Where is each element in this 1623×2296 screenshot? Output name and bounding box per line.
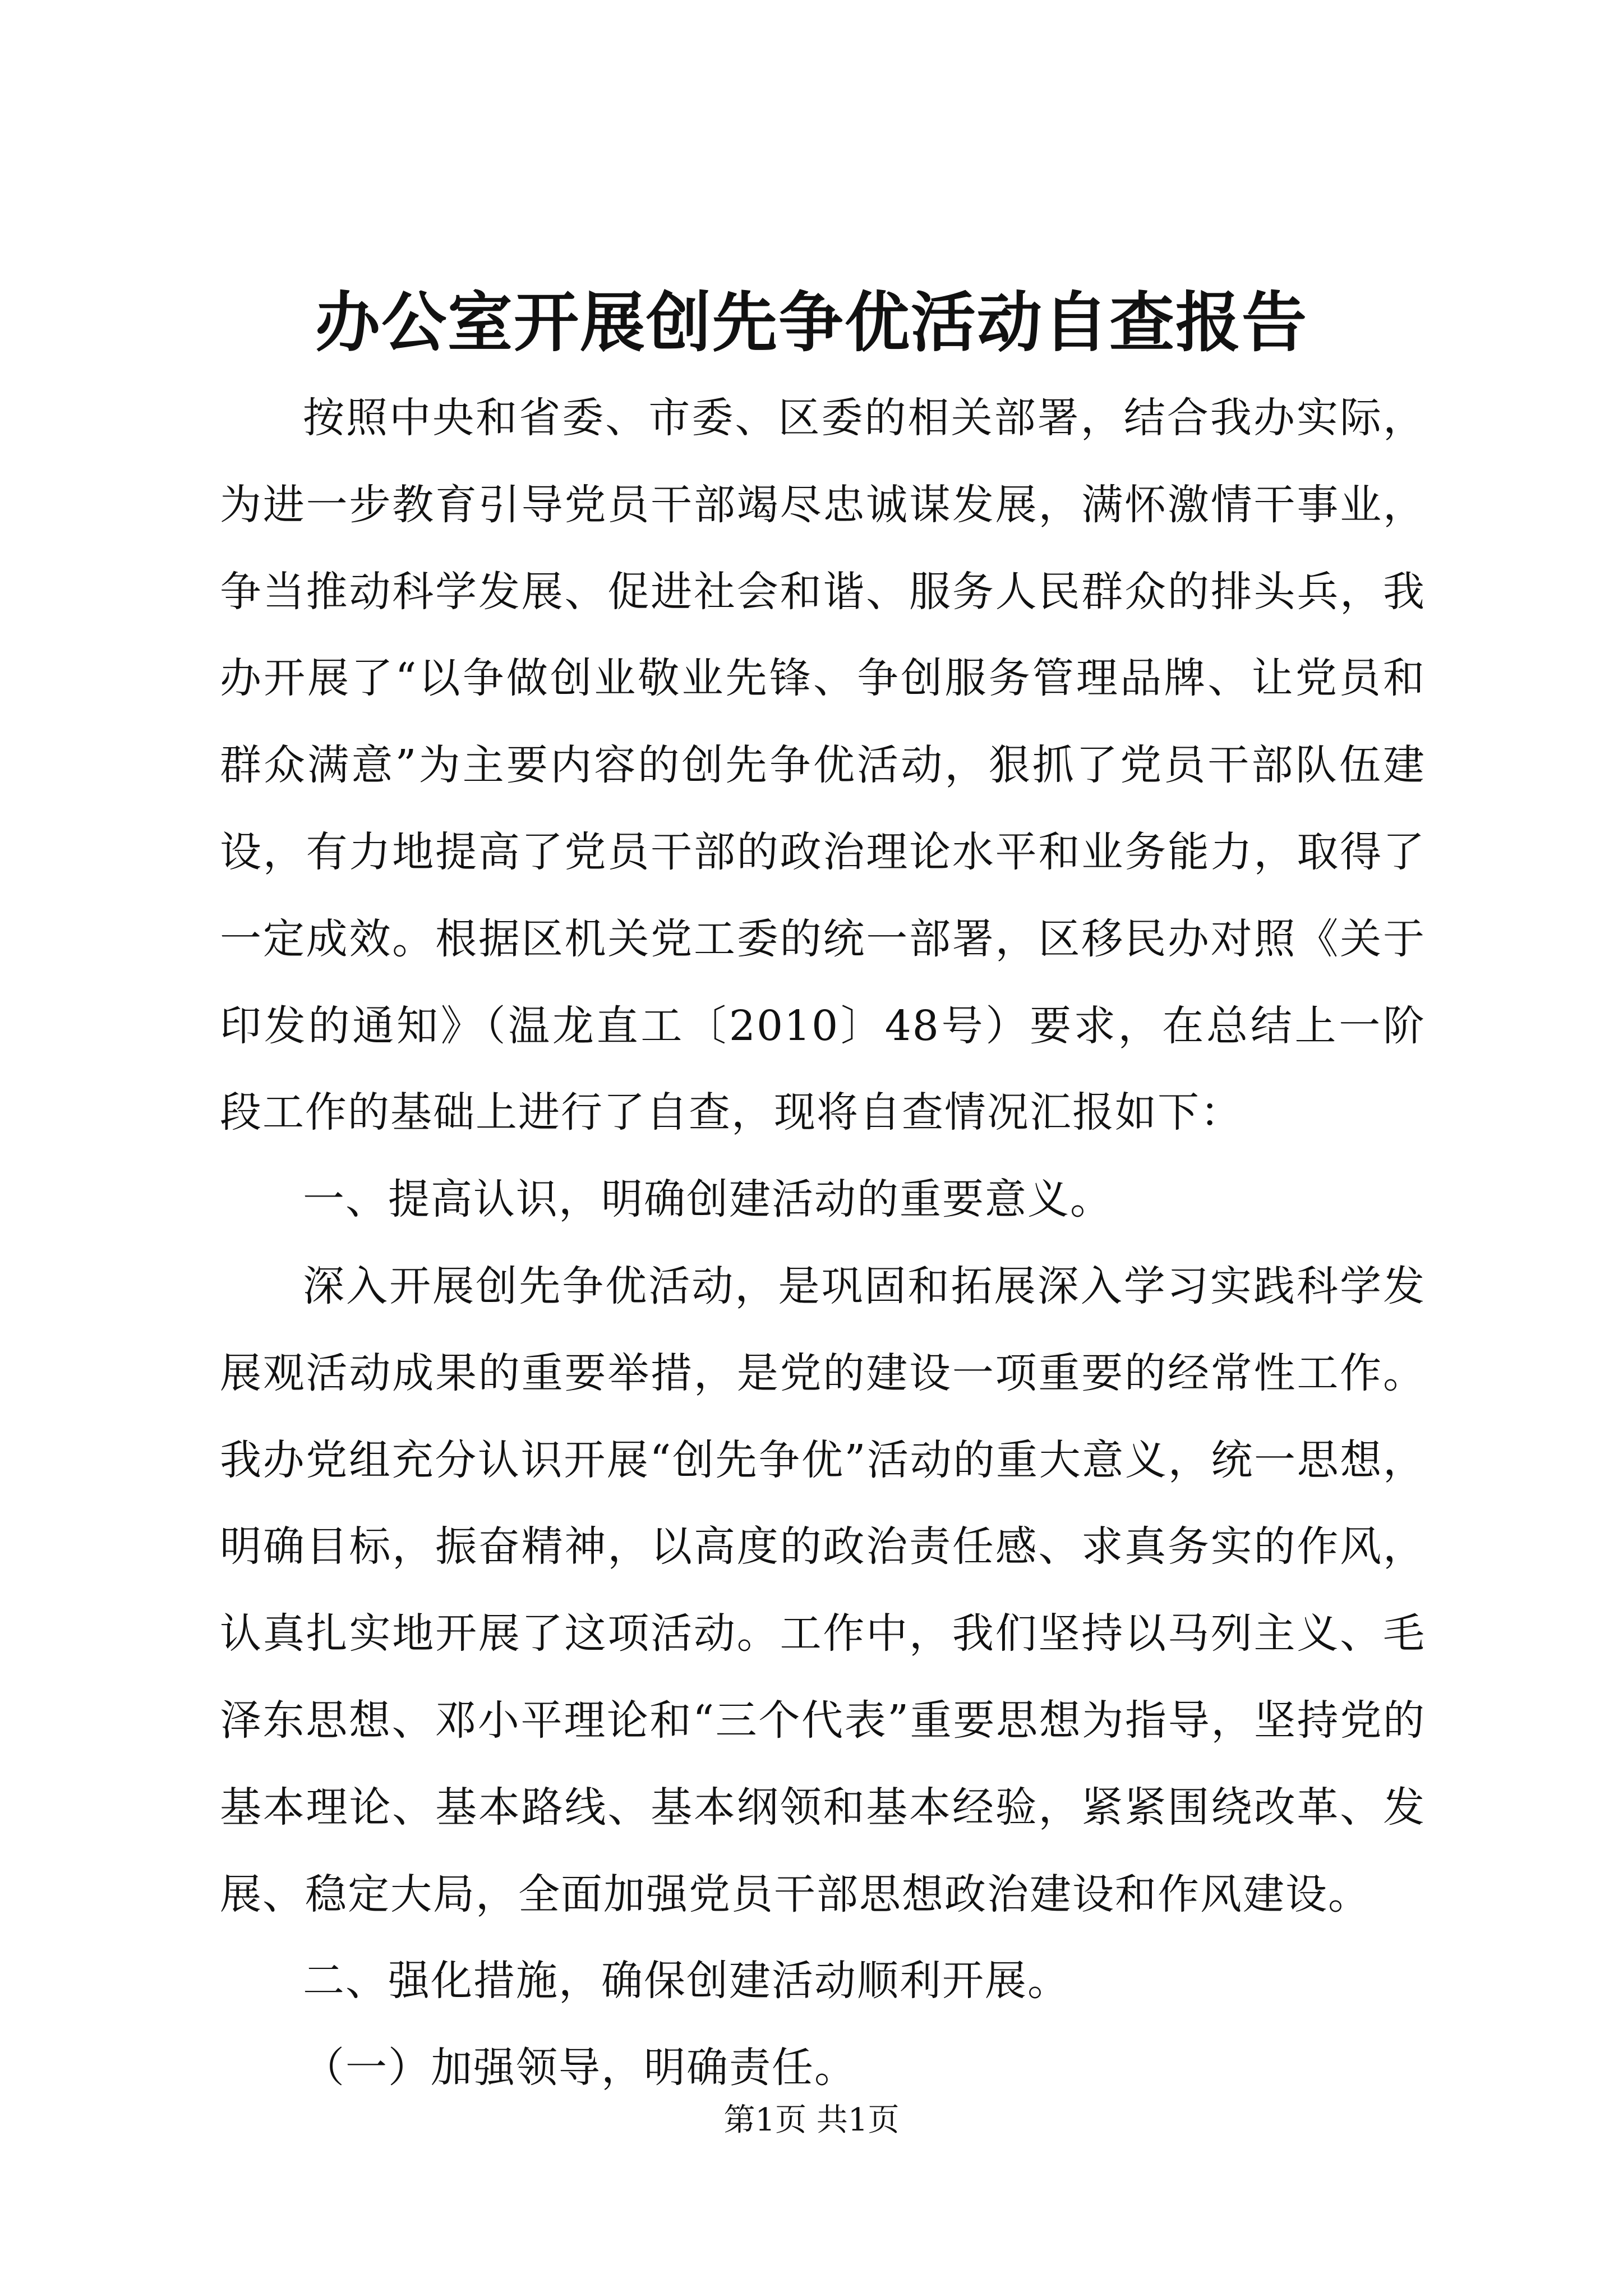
paragraph-intro: 按照中央和省委、市委、区委的相关部署，结合我办实际，为进一步教育引导党员干部竭尽忠诚谋发展，满怀激情干事业，争当推动科学发展、促进社会和谐、服务人民群众的排头兵，我办开展了“以争做创业敬业先锋、争创服务管理品牌、让党员和群众满意”为主要内容的创先争优活动，狠抓了党员干部队伍建设，有力地提高了党员干部的政治理论水平和业务能力，取得了一定成效。根据区机关党工委的统一部署，区移民办对照《关于印发的通知》（温龙直工〔2010〕48号）要求，在总结上一阶段工作的基础上进行了自查，现将自查情况汇报如下： bbox=[220, 394, 1426, 1137]
document-title: 办公室开展创先争优活动自查报告 bbox=[315, 284, 1308, 361]
subsection-heading-1: （一）加强领导，明确责任。 bbox=[303, 2044, 857, 2092]
paragraph-section-1: 深入开展创先争优活动，是巩固和拓展深入学习实践科学发展观活动成果的重要举措，是党的建设一项重要的经常性工作。我办党组充分认识开展“创先争优”活动的重大意义，统一思想，明确目标，振奋精神，以高度的政治责任感、求真务实的作风，认真扎实地开展了这项活动。工作中，我们坚持以马列主义、毛泽东思想、邓小平理论和“三个代表”重要思想为指导，坚持党的基本理论、基本路线、基本纲领和基本经验，紧紧围绕改革、发展、稳定大局，全面加强党员干部思想政治建设和作风建设。 bbox=[220, 1262, 1426, 1918]
section-heading-2: 二、强化措施，确保创建活动顺利开展。 bbox=[303, 1957, 1070, 2005]
section-heading-1: 一、提高认识，明确创建活动的重要意义。 bbox=[303, 1175, 1113, 1224]
document-body bbox=[220, 375, 1426, 2111]
page-footer: 第1页 共1页 bbox=[723, 2102, 900, 2138]
